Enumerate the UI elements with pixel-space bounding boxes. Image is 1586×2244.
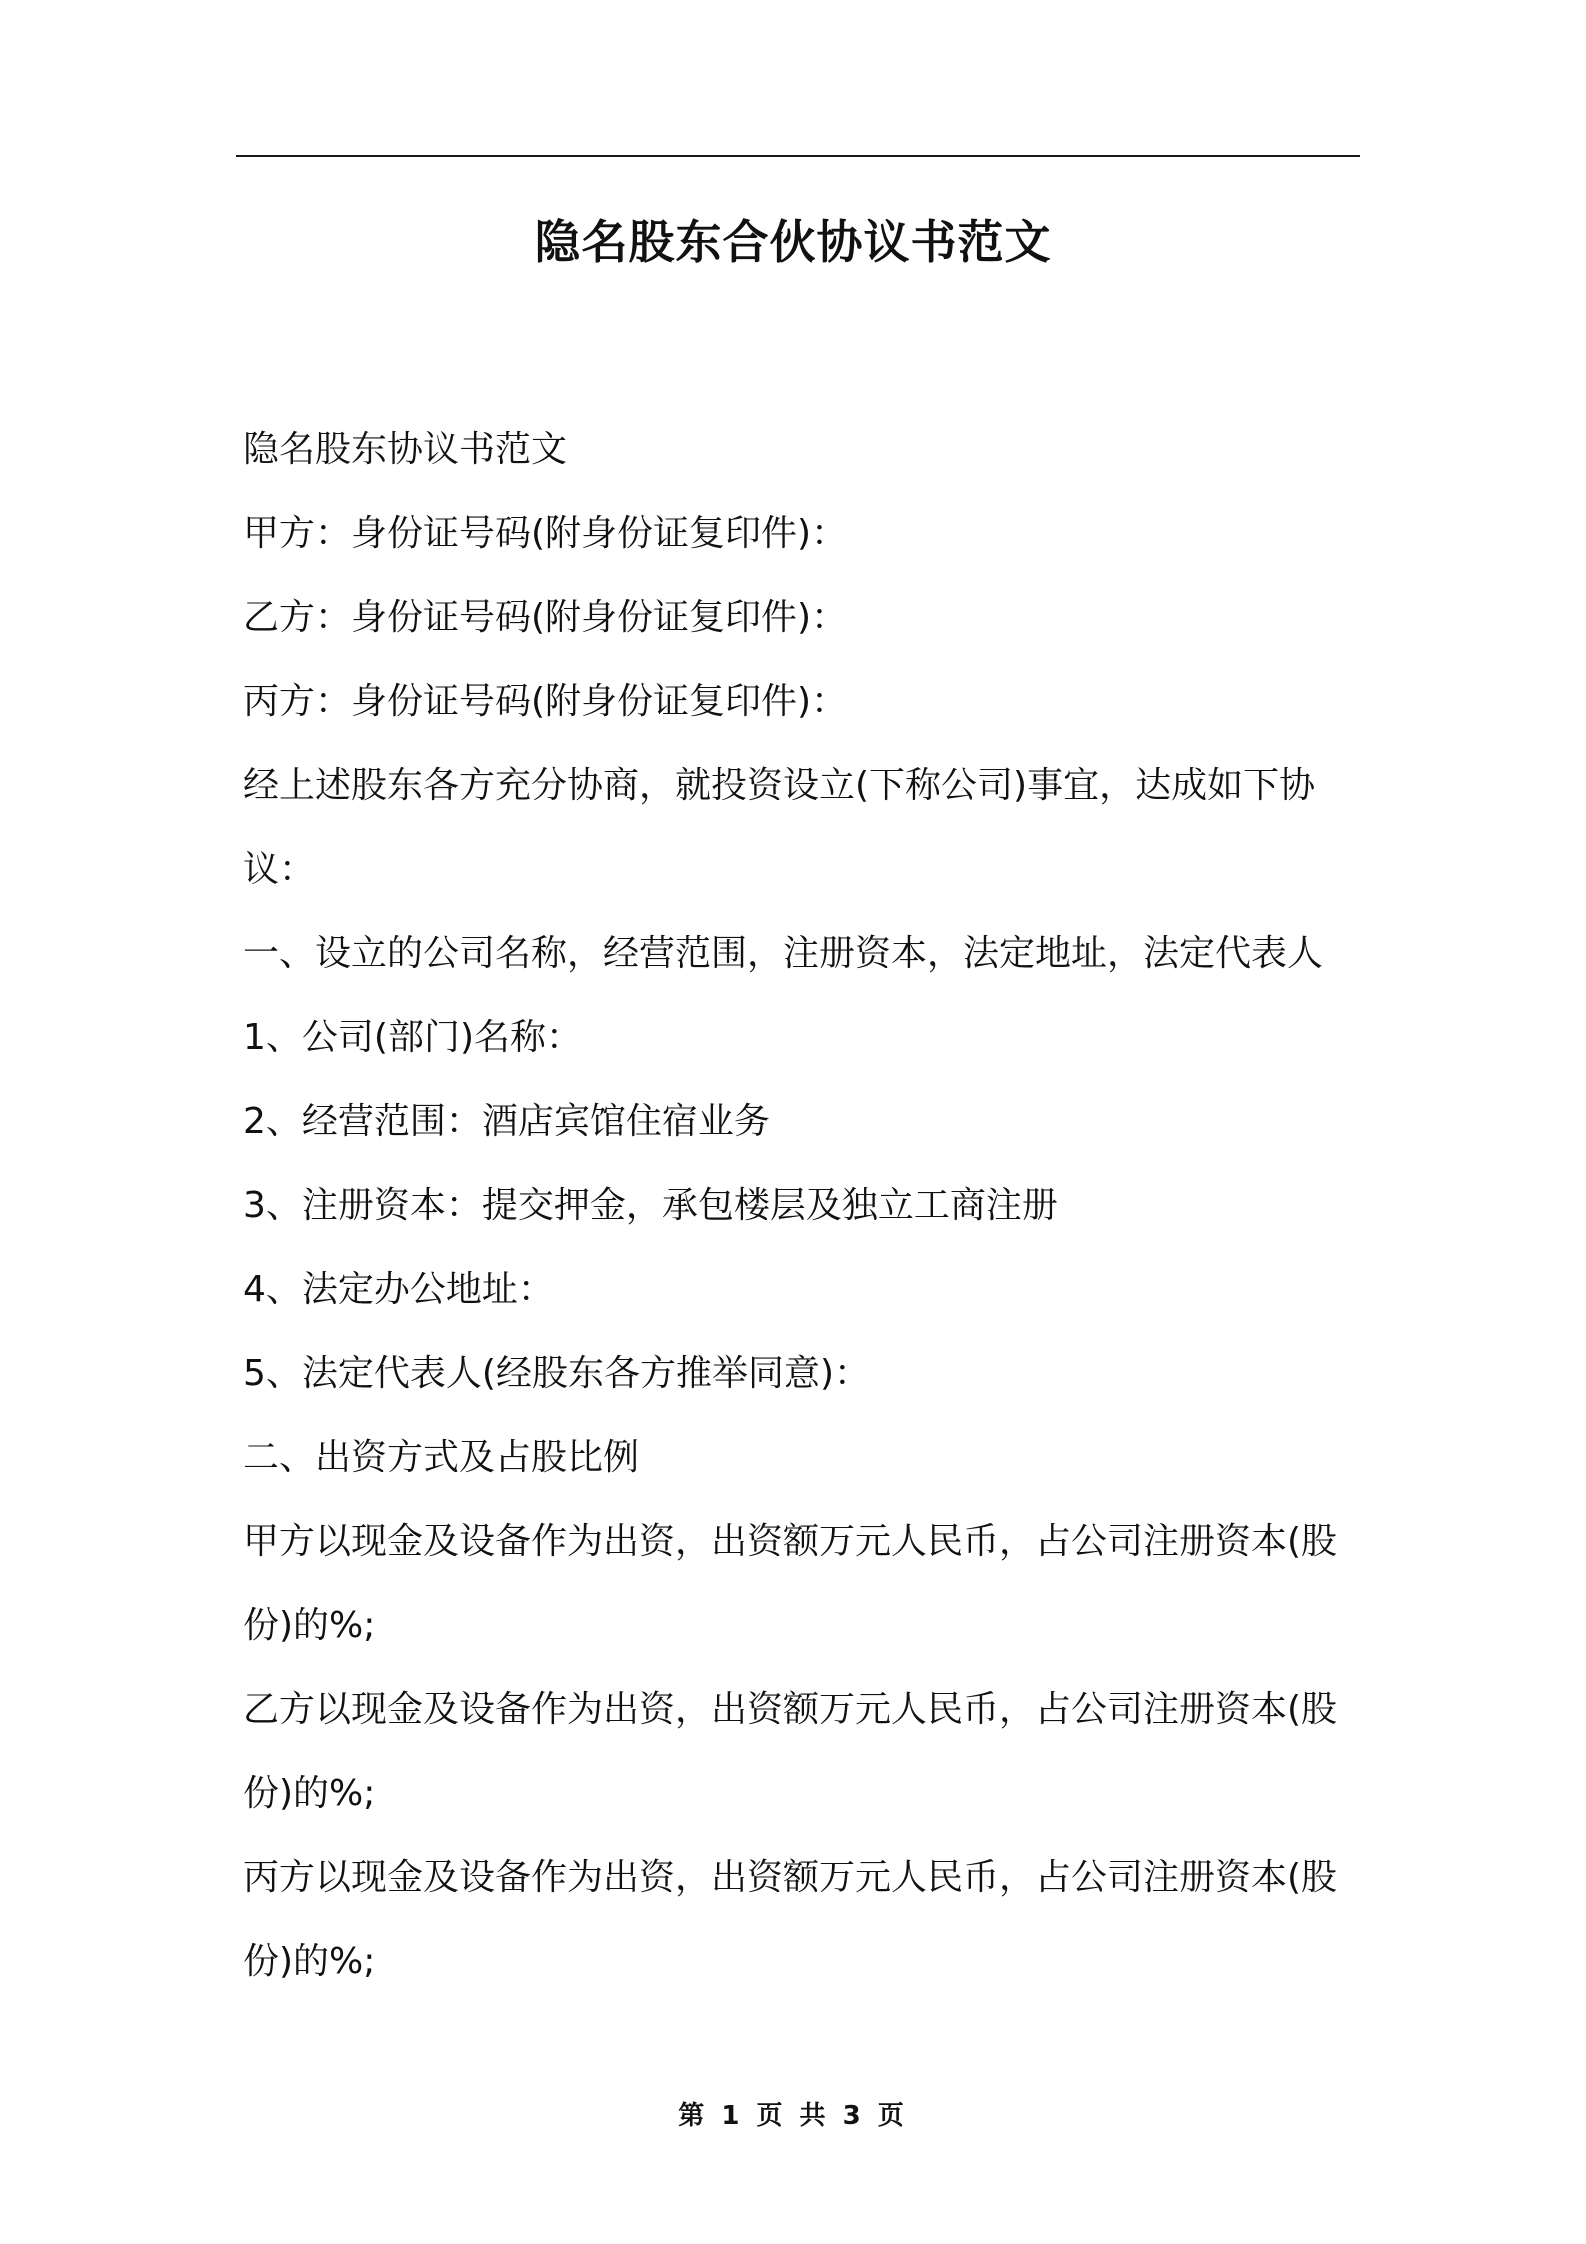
body-line: 一、设立的公司名称，经营范围，注册资本，法定地址，法定代表人 xyxy=(243,933,1324,974)
body-line: 丙方：身份证号码(附身份证复印件)： xyxy=(243,681,848,722)
body-line: 份)的%; xyxy=(243,1605,376,1646)
body-line: 甲方：身份证号码(附身份证复印件)： xyxy=(243,513,848,554)
body-line: 2、经营范围：酒店宾馆住宿业务 xyxy=(243,1101,770,1142)
document-body xyxy=(243,408,1363,2004)
body-line: 议： xyxy=(243,849,316,890)
body-line: 乙方以现金及设备作为出资，出资额万元人民币，占公司注册资本(股 xyxy=(243,1689,1338,1730)
page-footer: 第 1 页 共 3 页 xyxy=(678,2101,908,2131)
body-line: 5、法定代表人(经股东各方推举同意)： xyxy=(243,1353,870,1394)
header-divider xyxy=(236,155,1360,157)
body-line: 1、公司(部门)名称： xyxy=(243,1017,582,1058)
body-line: 3、注册资本：提交押金，承包楼层及独立工商注册 xyxy=(243,1185,1058,1226)
body-line: 二、出资方式及占股比例 xyxy=(243,1437,640,1478)
document-title: 隐名股东合伙协议书范文 xyxy=(534,215,1052,269)
body-line: 份)的%; xyxy=(243,1773,376,1814)
body-line: 丙方以现金及设备作为出资，出资额万元人民币，占公司注册资本(股 xyxy=(243,1857,1338,1898)
body-line: 乙方：身份证号码(附身份证复印件)： xyxy=(243,597,848,638)
body-line: 经上述股东各方充分协商，就投资设立(下称公司)事宜，达成如下协 xyxy=(243,765,1316,806)
body-line: 甲方以现金及设备作为出资，出资额万元人民币，占公司注册资本(股 xyxy=(243,1521,1338,1562)
body-line: 份)的%; xyxy=(243,1941,376,1982)
body-line: 隐名股东协议书范文 xyxy=(243,429,568,470)
body-line: 4、法定办公地址： xyxy=(243,1269,554,1310)
